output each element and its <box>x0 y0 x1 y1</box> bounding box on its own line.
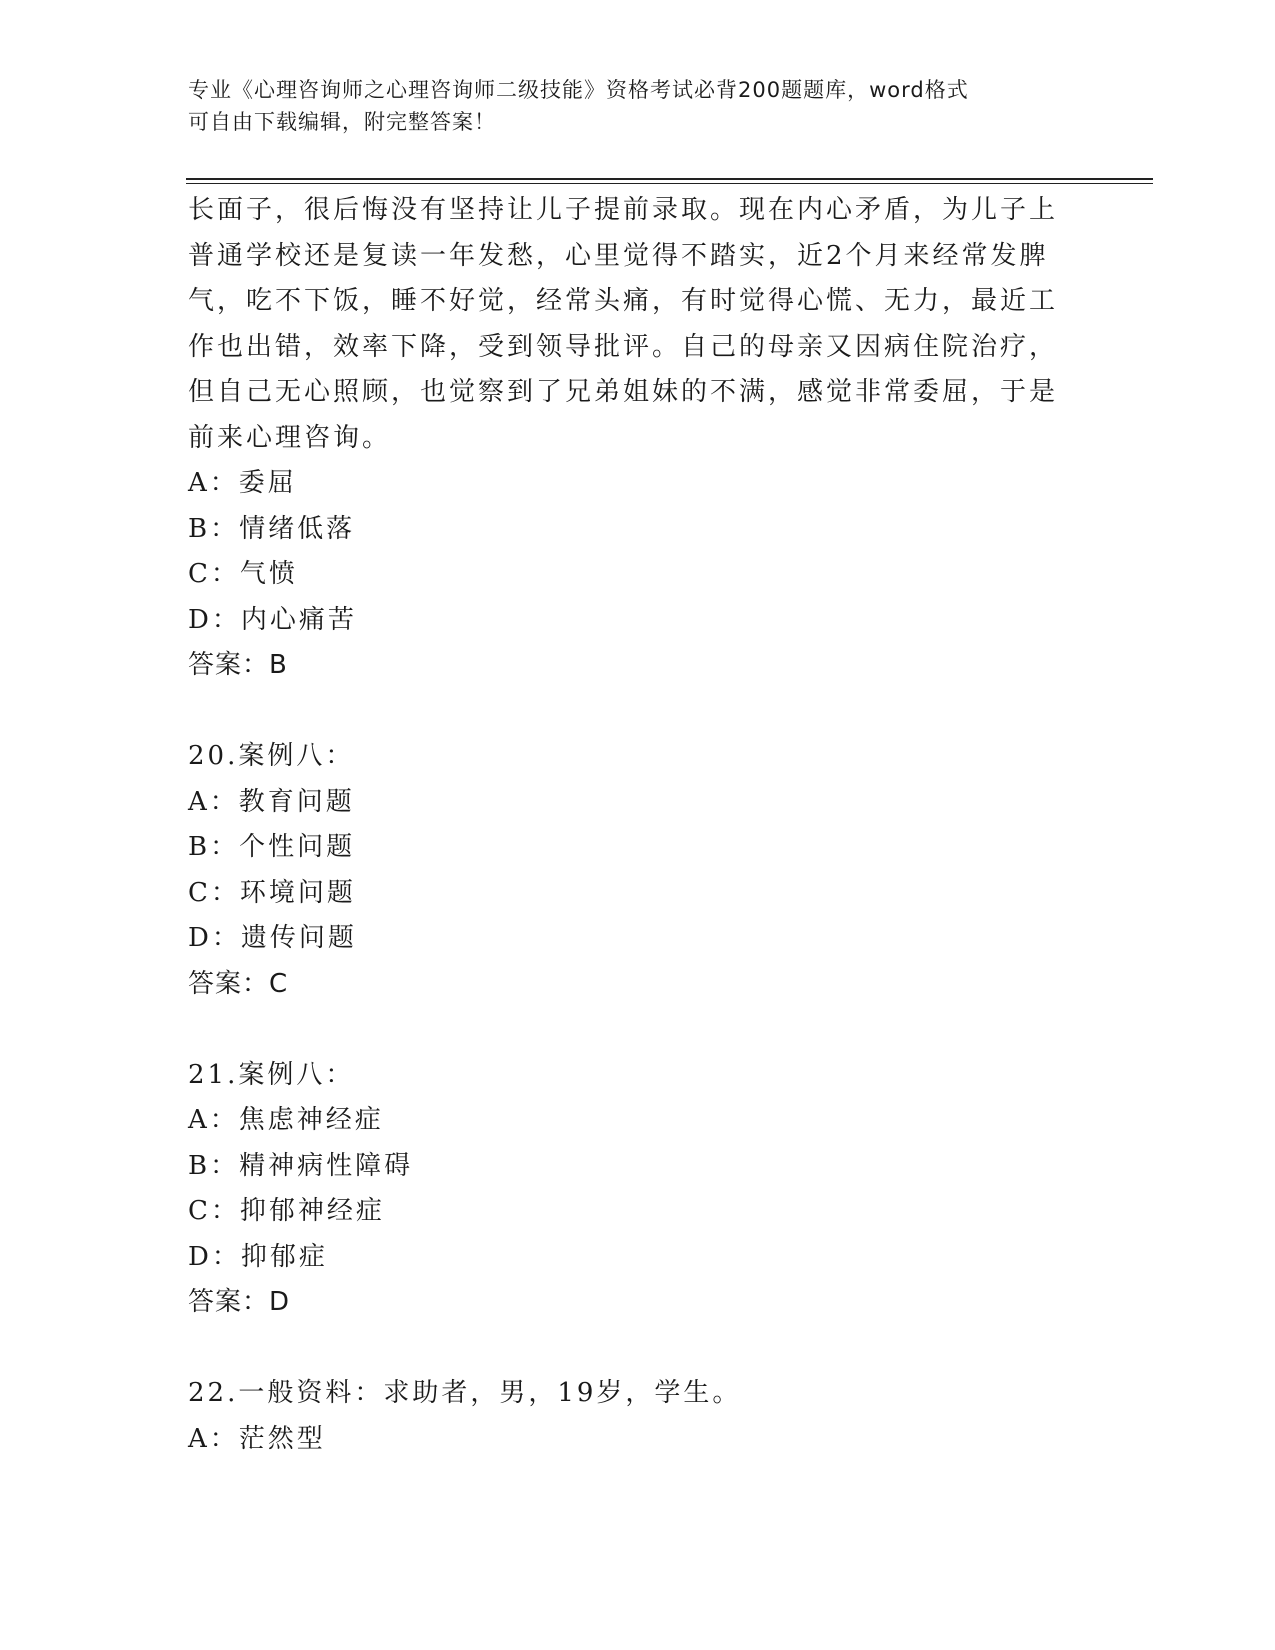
option-d: D：抑郁症 <box>188 1241 328 1272</box>
option-a: A：委屈 <box>188 468 297 498</box>
option-a: A：茫然型 <box>188 1423 326 1454</box>
option-d: D：内心痛苦 <box>188 604 357 635</box>
question-stem: 21.案例八： <box>188 1059 355 1090</box>
option-b: B：情绪低落 <box>188 513 356 544</box>
answer: 答案：B <box>188 650 288 680</box>
answer: 答案：D <box>188 1287 291 1317</box>
question-stem: 20.案例八： <box>188 741 355 771</box>
passage-line: 普通学校还是复读一年发愁，心里觉得不踏实，近2个月来经常发脾 <box>188 240 1049 271</box>
question-21 <box>188 1053 1068 1326</box>
option-a: A：焦虑神经症 <box>188 1105 384 1135</box>
header-line-1: 专业《心理咨询师之心理咨询师二级技能》资格考试必背200题题库，word格式 <box>188 78 969 102</box>
question-22 <box>188 1371 1068 1462</box>
document-header <box>188 74 1068 138</box>
spacer <box>188 1007 1068 1053</box>
spacer <box>188 689 1068 735</box>
option-c: C：气愤 <box>188 559 298 589</box>
header-divider-thin <box>186 183 1153 184</box>
passage-line: 长面子，很后悔没有坚持让儿子提前录取。现在内心矛盾，为儿子上 <box>188 195 1059 225</box>
header-divider-thick <box>186 178 1153 180</box>
answer: 答案：C <box>188 968 289 999</box>
passage-line: 但自己无心照顾，也觉察到了兄弟姐妹的不满，感觉非常委屈，于是 <box>188 377 1059 407</box>
document-body <box>188 188 1068 1462</box>
passage-line: 气，吃不下饭，睡不好觉，经常头痛，有时觉得心慌、无力，最近工 <box>188 286 1059 316</box>
option-c: C：抑郁神经症 <box>188 1196 385 1226</box>
question-19 <box>188 461 1068 689</box>
option-b: B：个性问题 <box>188 832 356 862</box>
option-d: D：遗传问题 <box>188 923 357 953</box>
spacer <box>188 1326 1068 1372</box>
option-b: B：精神病性障碍 <box>188 1150 414 1181</box>
option-a: A：教育问题 <box>188 786 355 817</box>
question-20 <box>188 734 1068 1007</box>
passage-line: 前来心理咨询。 <box>188 422 392 453</box>
option-c: C：环境问题 <box>188 877 356 908</box>
case-passage <box>188 188 1068 461</box>
header-line-2: 可自由下载编辑，附完整答案！ <box>188 110 496 134</box>
passage-line: 作也出错，效率下降，受到领导批评。自己的母亲又因病住院治疗， <box>188 331 1059 362</box>
question-stem: 22.一般资料：求助者，男，19岁，学生。 <box>188 1378 742 1408</box>
